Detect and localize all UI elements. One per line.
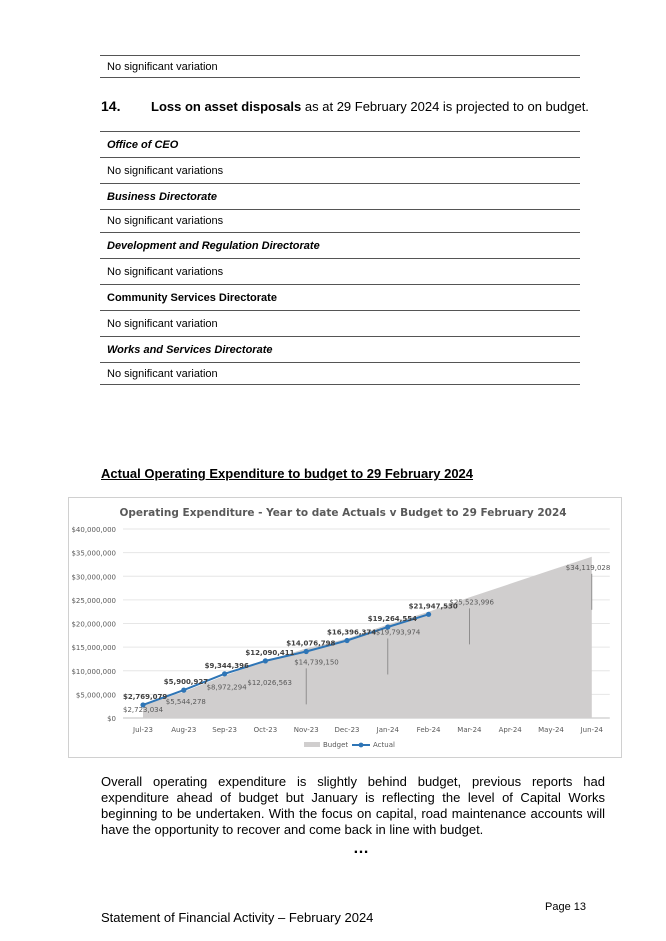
expenditure-chart [68, 497, 622, 758]
x-tick-label: Sep-23 [212, 726, 237, 734]
actual-point [344, 638, 349, 643]
y-tick-label: $35,000,000 [71, 549, 116, 558]
budget-data-label: $19,793,974 [375, 628, 421, 637]
directorate-text-community: No significant variation [100, 311, 580, 337]
x-tick-label: Jun-24 [580, 726, 603, 734]
footer-text: Statement of Financial Activity – February 2024 [101, 910, 374, 925]
ellipsis: … [353, 840, 369, 857]
directorate-text-development: No significant variations [100, 259, 580, 285]
budget-data-label: $25,523,996 [449, 598, 494, 607]
summary-paragraph: Overall operating expenditure is slightly behind budget, previous reports had expenditure ahead of budget but January is reflecting the level of Capital Works beginning to be undertaken. With the focus on capital, road maintenance accounts will have the opportunity to recover and come back in line with budget. [101, 774, 605, 837]
x-tick-label: Oct-23 [253, 726, 278, 734]
y-tick-label: $0 [107, 715, 116, 723]
x-tick-label: Feb-24 [416, 726, 441, 734]
variation-text: No significant variation [100, 56, 580, 78]
y-tick-label: $20,000,000 [71, 620, 116, 629]
chart-svg [69, 498, 623, 759]
budget-data-label: $2,723,034 [123, 706, 164, 715]
actual-data-label: $2,769,079 [123, 692, 168, 701]
chart-title: Operating Expenditure - Year to date Actuals v Budget to 29 February 2024 [119, 507, 567, 519]
item-number: 14. [101, 98, 121, 114]
item-title: Loss on asset disposals [151, 99, 302, 114]
actual-data-label: $9,344,396 [204, 661, 249, 670]
x-tick-label: Nov-23 [293, 726, 319, 734]
actual-data-label: $14,076,798 [286, 639, 336, 648]
actual-data-label: $5,900,927 [163, 678, 209, 687]
item-description: as at 29 February 2024 is projected to on budget. [301, 99, 589, 114]
y-tick-label: $40,000,000 [71, 526, 116, 534]
directorate-heading-community: Community Services Directorate [100, 285, 580, 311]
x-tick-label: Apr-24 [498, 726, 522, 734]
actual-point [263, 658, 268, 663]
directorate-text-ceo: No significant variations [100, 158, 580, 184]
directorate-heading-business: Business Directorate [100, 184, 580, 210]
page-number: Page 13 [545, 901, 586, 913]
x-tick-label: Jul-23 [133, 726, 153, 734]
budget-data-label: $12,026,563 [247, 679, 292, 688]
y-tick-label: $10,000,000 [71, 667, 116, 676]
directorate-table [100, 131, 580, 385]
actual-data-label: $16,396,374 [327, 628, 377, 637]
y-tick-label: $25,000,000 [71, 596, 116, 605]
x-tick-label: Dec-23 [334, 726, 360, 734]
actual-data-label: $12,090,411 [245, 648, 295, 657]
x-tick-label: May-24 [538, 726, 564, 734]
x-tick-label: Mar-24 [457, 726, 482, 734]
x-tick-label: Jan-24 [376, 726, 399, 734]
chart-heading: Actual Operating Expenditure to budget to 29 February 2024 [101, 466, 474, 481]
actual-data-label: $21,947,530 [408, 602, 458, 611]
budget-data-label: $14,739,150 [294, 658, 339, 667]
y-tick-label: $30,000,000 [71, 573, 116, 582]
y-tick-label: $5,000,000 [75, 691, 116, 700]
directorate-text-works: No significant variation [100, 363, 580, 385]
item-14-heading [101, 98, 621, 114]
legend-actual-label: Actual [373, 741, 395, 749]
legend-budget-label: Budget [323, 741, 349, 749]
budget-data-label: $34,119,028 [565, 563, 611, 572]
actual-data-label: $19,264,554 [367, 614, 417, 623]
directorate-heading-ceo: Office of CEO [100, 132, 580, 158]
actual-point [222, 671, 227, 676]
x-tick-label: Aug-23 [171, 726, 197, 734]
y-tick-label: $15,000,000 [71, 644, 116, 653]
budget-area [143, 557, 592, 718]
actual-point [181, 688, 186, 693]
budget-data-label: $5,544,278 [165, 697, 206, 706]
legend-budget-swatch [304, 742, 320, 747]
legend-actual-marker [359, 743, 364, 748]
budget-data-label: $8,972,294 [206, 683, 247, 692]
top-variation-table [100, 55, 580, 78]
actual-point [304, 649, 309, 654]
directorate-text-business: No significant variations [100, 210, 580, 233]
directorate-heading-development: Development and Regulation Directorate [100, 233, 580, 259]
directorate-heading-works: Works and Services Directorate [100, 337, 580, 363]
actual-point [426, 612, 431, 617]
